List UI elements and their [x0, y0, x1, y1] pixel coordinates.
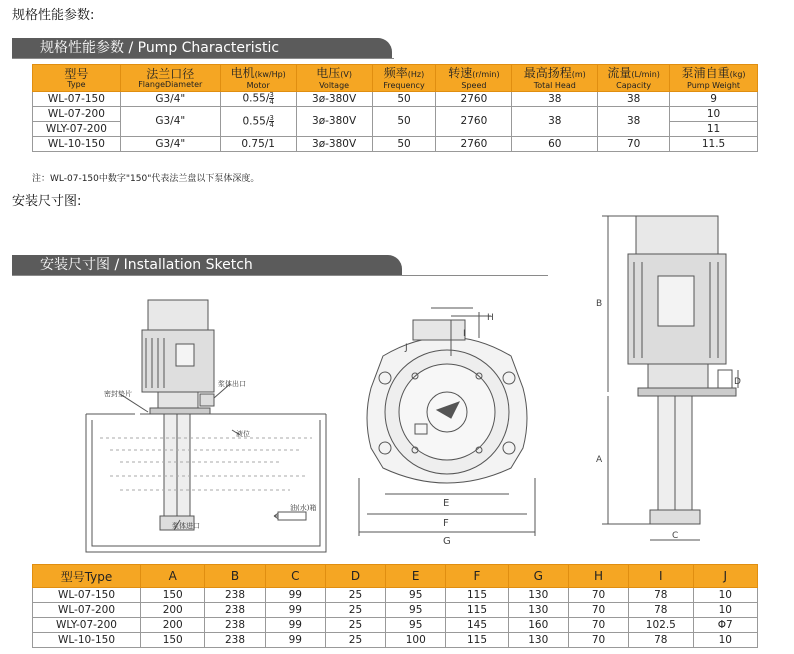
spec-note: 注：WL-07-150中数字"150"代表法兰盘以下泵体深度。	[32, 174, 260, 184]
dim-cell: 238	[205, 633, 265, 648]
dim-hdr-g: G	[508, 565, 568, 588]
table-row	[33, 603, 758, 618]
dim-hdr-c: C	[265, 565, 325, 588]
table-row	[33, 618, 758, 633]
dim-cell: 115	[446, 603, 508, 618]
cell-weight: 9	[670, 92, 758, 107]
dim-cell: 95	[386, 603, 446, 618]
dim-cell: 95	[386, 618, 446, 633]
cell-flange: G3/4"	[120, 137, 220, 152]
dim-cell: 25	[325, 633, 385, 648]
dim-header-row	[33, 565, 758, 588]
dim-cell: 78	[629, 603, 693, 618]
dim-cell: 238	[205, 588, 265, 603]
dim-cell: 25	[325, 618, 385, 633]
table-row	[33, 588, 758, 603]
cell-frequency: 50	[372, 92, 436, 107]
dim-h: H	[487, 313, 494, 323]
dim-cell: 115	[446, 633, 508, 648]
specs-heading: 规格性能参数:	[12, 8, 95, 23]
seal-label: 密封垫片	[104, 390, 132, 398]
dim-cell: WL-07-200	[33, 603, 141, 618]
cell-voltage: 3ø-380V	[296, 137, 372, 152]
hdr-head: 最高扬程(m) Total Head	[512, 65, 598, 92]
dim-hdr-e: E	[386, 565, 446, 588]
spec-header-row	[33, 65, 758, 92]
cell-type: WL-10-150	[33, 137, 121, 152]
dim-cell: 78	[629, 633, 693, 648]
cell-frequency: 50	[372, 107, 436, 137]
table-row	[33, 633, 758, 648]
cell-type: WL-07-200	[33, 107, 121, 122]
dim-g: G	[443, 536, 451, 547]
dim-cell: 150	[141, 633, 205, 648]
table-row	[33, 92, 758, 107]
dim-hdr-b: B	[205, 565, 265, 588]
cell-frequency: 50	[372, 137, 436, 152]
inlet-label: 浆体进口	[172, 522, 200, 530]
cell-weight: 11	[670, 122, 758, 137]
dim-e: E	[443, 498, 450, 509]
cell-capacity: 70	[598, 137, 670, 152]
dim-cell: 150	[141, 588, 205, 603]
dim-d: D	[734, 377, 741, 387]
side-elevation	[588, 210, 748, 550]
installation-sketch-banner	[12, 255, 548, 275]
dim-cell: 70	[568, 588, 628, 603]
dim-cell: 10	[693, 633, 757, 648]
table-row	[33, 137, 758, 152]
cell-speed: 2760	[436, 92, 512, 107]
dim-cell: 99	[265, 618, 325, 633]
spec-table	[32, 64, 758, 152]
dim-cell: 78	[629, 588, 693, 603]
dim-f: F	[443, 518, 449, 529]
cell-type: WL-07-150	[33, 92, 121, 107]
dim-cell: 238	[205, 603, 265, 618]
dim-cell: 200	[141, 603, 205, 618]
dim-cell: 145	[446, 618, 508, 633]
dim-c: C	[672, 531, 679, 541]
cell-voltage: 3ø-380V	[296, 92, 372, 107]
dim-cell: 99	[265, 633, 325, 648]
dim-cell: 100	[386, 633, 446, 648]
hdr-speed: 转速(r/min) Speed	[436, 65, 512, 92]
dim-cell: 10	[693, 603, 757, 618]
dim-cell: 130	[508, 603, 568, 618]
cell-capacity: 38	[598, 92, 670, 107]
hdr-flange: 法兰口径 FlangeDiameter	[120, 65, 220, 92]
table-row	[33, 107, 758, 122]
dim-cell: WLY-07-200	[33, 618, 141, 633]
dimension-table	[32, 564, 758, 648]
dim-cell: 25	[325, 603, 385, 618]
install-heading: 安装尺寸图:	[12, 194, 82, 209]
dim-hdr-d: D	[325, 565, 385, 588]
cell-weight: 10	[670, 107, 758, 122]
dim-cell: 25	[325, 588, 385, 603]
flange-top-view	[355, 298, 540, 548]
dim-a: A	[596, 455, 603, 465]
dim-cell: 70	[568, 603, 628, 618]
dim-hdr-j: J	[693, 565, 757, 588]
cell-type: WLY-07-200	[33, 122, 121, 137]
cell-weight: 11.5	[670, 137, 758, 152]
dim-j: J	[405, 343, 408, 353]
cell-head: 60	[512, 137, 598, 152]
level-label: 液位	[236, 430, 250, 438]
dim-cell: 130	[508, 588, 568, 603]
outlet-label: 浆体出口	[218, 380, 246, 388]
hdr-frequency: 频率(Hz) Frequency	[372, 65, 436, 92]
cell-flange: G3/4"	[120, 92, 220, 107]
dim-cell: 102.5	[629, 618, 693, 633]
hdr-type: 型号 Type	[33, 65, 121, 92]
dim-cell: 130	[508, 633, 568, 648]
cell-flange: G3/4"	[120, 107, 220, 137]
dim-cell: 160	[508, 618, 568, 633]
hdr-capacity: 流量(L/min) Capacity	[598, 65, 670, 92]
dim-cell: Φ7	[693, 618, 757, 633]
cell-speed: 2760	[436, 137, 512, 152]
dim-hdr-h: H	[568, 565, 628, 588]
dim-cell: WL-10-150	[33, 633, 141, 648]
cell-head: 38	[512, 92, 598, 107]
dim-cell: 115	[446, 588, 508, 603]
cell-motor: 0.55/ $\frac{3}{4}$	[220, 107, 296, 137]
dim-hdr-type: 型号Type	[33, 565, 141, 588]
cell-motor: 0.55/ $\frac{3}{4}$	[220, 92, 296, 107]
pump-characteristic-banner	[12, 38, 394, 58]
cell-motor: 0.75/1	[220, 137, 296, 152]
dim-cell: 70	[568, 618, 628, 633]
banner-title: 规格性能参数 / Pump Characteristic	[12, 38, 392, 58]
dim-hdr-a: A	[141, 565, 205, 588]
dim-cell: 200	[141, 618, 205, 633]
hdr-motor: 电机(kw/Hp) Motor	[220, 65, 296, 92]
dim-cell: WL-07-150	[33, 588, 141, 603]
dim-hdr-i: I	[629, 565, 693, 588]
tank-sketch	[80, 290, 330, 560]
cell-head: 38	[512, 107, 598, 137]
cell-capacity: 38	[598, 107, 670, 137]
dim-cell: 70	[568, 633, 628, 648]
cell-voltage: 3ø-380V	[296, 107, 372, 137]
dim-i: I	[463, 329, 466, 339]
dim-cell: 99	[265, 603, 325, 618]
dim-cell: 10	[693, 588, 757, 603]
dim-cell: 95	[386, 588, 446, 603]
dim-b: B	[596, 299, 603, 309]
dim-cell: 99	[265, 588, 325, 603]
hdr-voltage: 电压(V) Voltage	[296, 65, 372, 92]
oil-tank-label: 油(水)箱	[290, 504, 317, 512]
cell-speed: 2760	[436, 107, 512, 137]
hdr-weight: 泵浦自重(kg) Pump Weight	[670, 65, 758, 92]
dim-cell: 238	[205, 618, 265, 633]
banner-title-install: 安装尺寸图 / Installation Sketch	[12, 255, 402, 275]
dim-hdr-f: F	[446, 565, 508, 588]
